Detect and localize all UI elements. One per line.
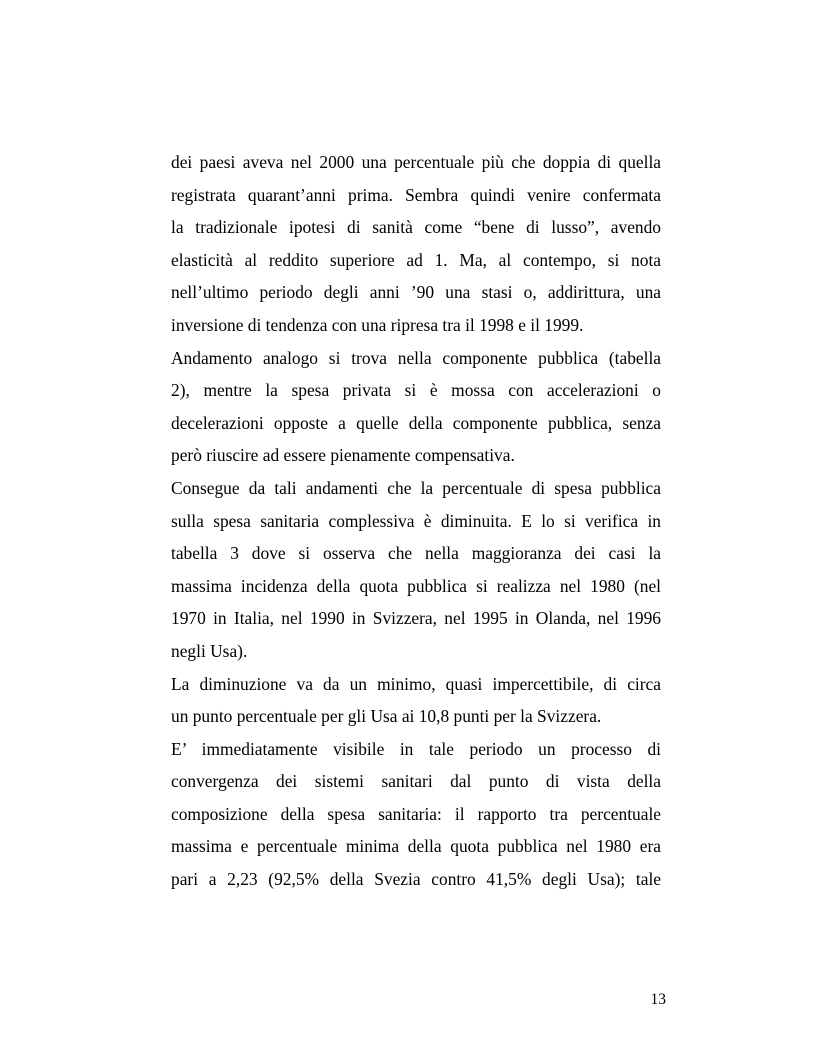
text-line: dei paesi aveva nel 2000 una percentuale più che doppia di quella (171, 152, 661, 172)
text-line: registrata quarant’anni prima. Sembra quindi venire confermata (171, 184, 661, 205)
text-line: negli Usa). (171, 640, 248, 661)
text-line: La diminuzione va da un minimo, quasi impercettibile, di circa (171, 673, 661, 694)
text-line: decelerazioni opposte a quelle della componente pubblica, senza (171, 412, 661, 433)
text-line: la tradizionale ipotesi di sanità come “bene di lusso”, avendo (171, 217, 661, 238)
text-line: composizione della spesa sanitaria: il rapporto tra percentuale (171, 803, 661, 824)
text-line: sulla spesa sanitaria complessiva è diminuita. E lo si verifica in (171, 510, 661, 531)
text-line: pari a 2,23 (92,5% della Svezia contro 41,5% degli Usa); tale (171, 869, 661, 890)
text-line: nell’ultimo periodo degli anni ’90 una stasi o, addirittura, una (171, 282, 661, 303)
text-line: Consegue da tali andamenti che la percentuale di spesa pubblica (171, 477, 661, 498)
text-line: elasticità al reddito superiore ad 1. Ma, al contempo, si nota (171, 249, 661, 270)
body-text (171, 146, 661, 896)
text-line: un punto percentuale per gli Usa ai 10,8 punti per la Svizzera. (171, 706, 602, 727)
text-line: massima incidenza della quota pubblica si realizza nel 1980 (nel (171, 575, 661, 596)
text-line: 1970 in Italia, nel 1990 in Svizzera, nel 1995 in Olanda, nel 1996 (171, 608, 661, 629)
text-line: massima e percentuale minima della quota pubblica nel 1980 era (171, 836, 661, 857)
text-line: inversione di tendenza con una ripresa tra il 1998 e il 1999. (171, 314, 584, 335)
page-number: 13 (650, 991, 666, 1008)
text-line: Andamento analogo si trova nella componente pubblica (tabella (171, 347, 661, 368)
text-line: E’ immediatamente visibile in tale periodo un processo di (171, 738, 661, 759)
text-line: 2), mentre la spesa privata si è mossa con accelerazioni o (171, 380, 661, 401)
text-line: però riuscire ad essere pienamente compensativa. (171, 445, 515, 466)
text-line: convergenza dei sistemi sanitari dal punto di vista della (171, 771, 661, 792)
text-line: tabella 3 dove si osserva che nella maggioranza dei casi la (171, 543, 661, 564)
